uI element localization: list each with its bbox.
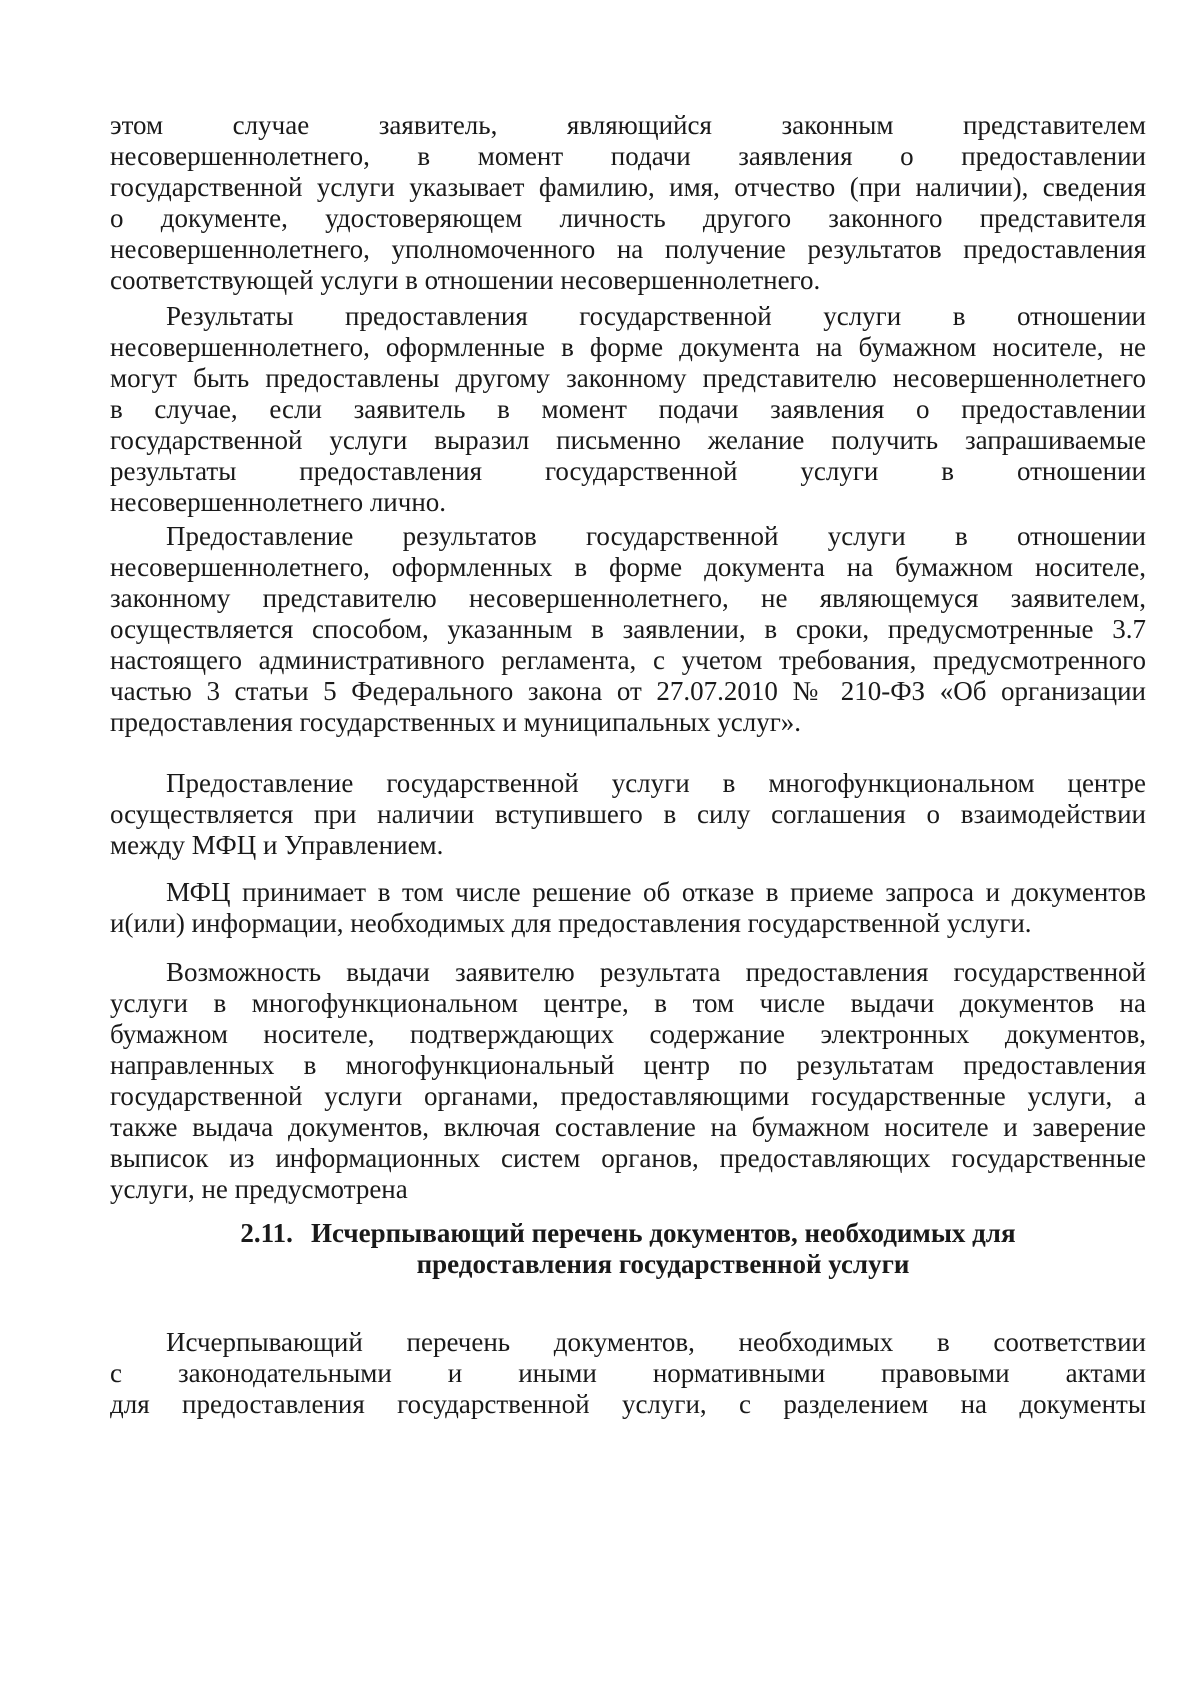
paragraph-line: результаты предоставления государственной услуги в отношении [110,456,1146,486]
paragraph-line: Результаты предоставления государственной услуги в отношении [166,301,1146,331]
paragraph-4 [110,768,1146,861]
paragraph-line: выписок из информационных систем органов, предоставляющих государственные [110,1143,1146,1173]
paragraph-line: осуществляется способом, указанным в заявлении, в сроки, предусмотренные 3.7 [110,614,1146,644]
paragraph-line: бумажном носителе, подтверждающих содержание электронных документов, [110,1019,1146,1049]
paragraph-line: соответствующей услуги в отношении несовершеннолетнего. [110,265,821,295]
section-heading-line-1 [110,1218,1146,1249]
paragraph-2 [110,301,1146,518]
paragraph-line: настоящего административного регламента, с учетом требования, предусмотренного [110,645,1146,675]
paragraph-line: о документе, удостоверяющем личность другого законного представителя [110,203,1146,233]
paragraph-line: несовершеннолетнего, оформленные в форме документа на бумажном носителе, не [110,332,1146,362]
paragraph-line: государственной услуги указывает фамилию, имя, отчество (при наличии), сведения [110,172,1146,202]
section-heading [110,1218,1146,1280]
paragraph-line: и(или) информации, необходимых для предоставления государственной услуги. [110,908,1032,938]
paragraph-1 [110,110,1146,296]
paragraph-line: в случае, если заявитель в момент подачи заявления о предоставлении [110,394,1146,424]
paragraph-line: Предоставление результатов государственной услуги в отношении [166,521,1146,551]
paragraph-line: услуги, не предусмотрена [110,1174,408,1204]
paragraph-7 [110,1327,1146,1420]
paragraph-line: Предоставление государственной услуги в многофункциональном центре [166,768,1146,798]
paragraph-line: МФЦ принимает в том числе решение об отказе в приеме запроса и документов [166,877,1146,907]
paragraph-line: государственной услуги выразил письменно желание получить запрашиваемые [110,425,1146,455]
section-number: 2.11. [240,1218,293,1248]
paragraph-line: несовершеннолетнего, уполномоченного на получение результатов предоставления [110,234,1146,264]
paragraph-line: Исчерпывающий перечень документов, необходимых в соответствии [166,1327,1146,1357]
paragraph-6 [110,957,1146,1205]
paragraph-line: для предоставления государственной услуги, с разделением на документы [110,1389,1146,1419]
paragraph-line: осуществляется при наличии вступившего в силу соглашения о взаимодействии [110,799,1146,829]
paragraph-line: услуги в многофункциональном центре, в том числе выдачи документов на [110,988,1146,1018]
paragraph-line: Возможность выдачи заявителю результата предоставления государственной [166,957,1146,987]
paragraph-line: направленных в многофункциональный центр по результатам предоставления [110,1050,1146,1080]
paragraph-line: несовершеннолетнего лично. [110,487,447,517]
paragraph-line: также выдача документов, включая составление на бумажном носителе и заверение [110,1112,1146,1142]
paragraph-3 [110,521,1146,738]
paragraph-line: частью 3 статьи 5 Федерального закона от 27.07.2010 № 210-ФЗ «Об организации [110,676,1146,706]
paragraph-line: несовершеннолетнего, в момент подачи заявления о предоставлении [110,141,1146,171]
paragraph-line: этом случае заявитель, являющийся законным представителем [110,110,1146,140]
section-title-line-2: предоставления государственной услуги [416,1249,910,1279]
section-title-line-1: Исчерпывающий перечень документов, необходимых для [310,1218,1016,1248]
paragraph-line: между МФЦ и Управлением. [110,830,444,860]
paragraph-line: с законодательными и иными нормативными правовыми актами [110,1358,1146,1388]
paragraph-line: предоставления государственных и муниципальных услуг». [110,707,802,737]
paragraph-line: государственной услуги органами, предоставляющими государственные услуги, а [110,1081,1146,1111]
paragraph-line: законному представителю несовершеннолетнего, не являющемуся заявителем, [110,583,1146,613]
paragraph-line: несовершеннолетнего, оформленных в форме документа на бумажном носителе, [110,552,1146,582]
paragraph-5 [110,877,1146,939]
paragraph-line: могут быть предоставлены другому законному представителю несовершеннолетнего [110,363,1146,393]
